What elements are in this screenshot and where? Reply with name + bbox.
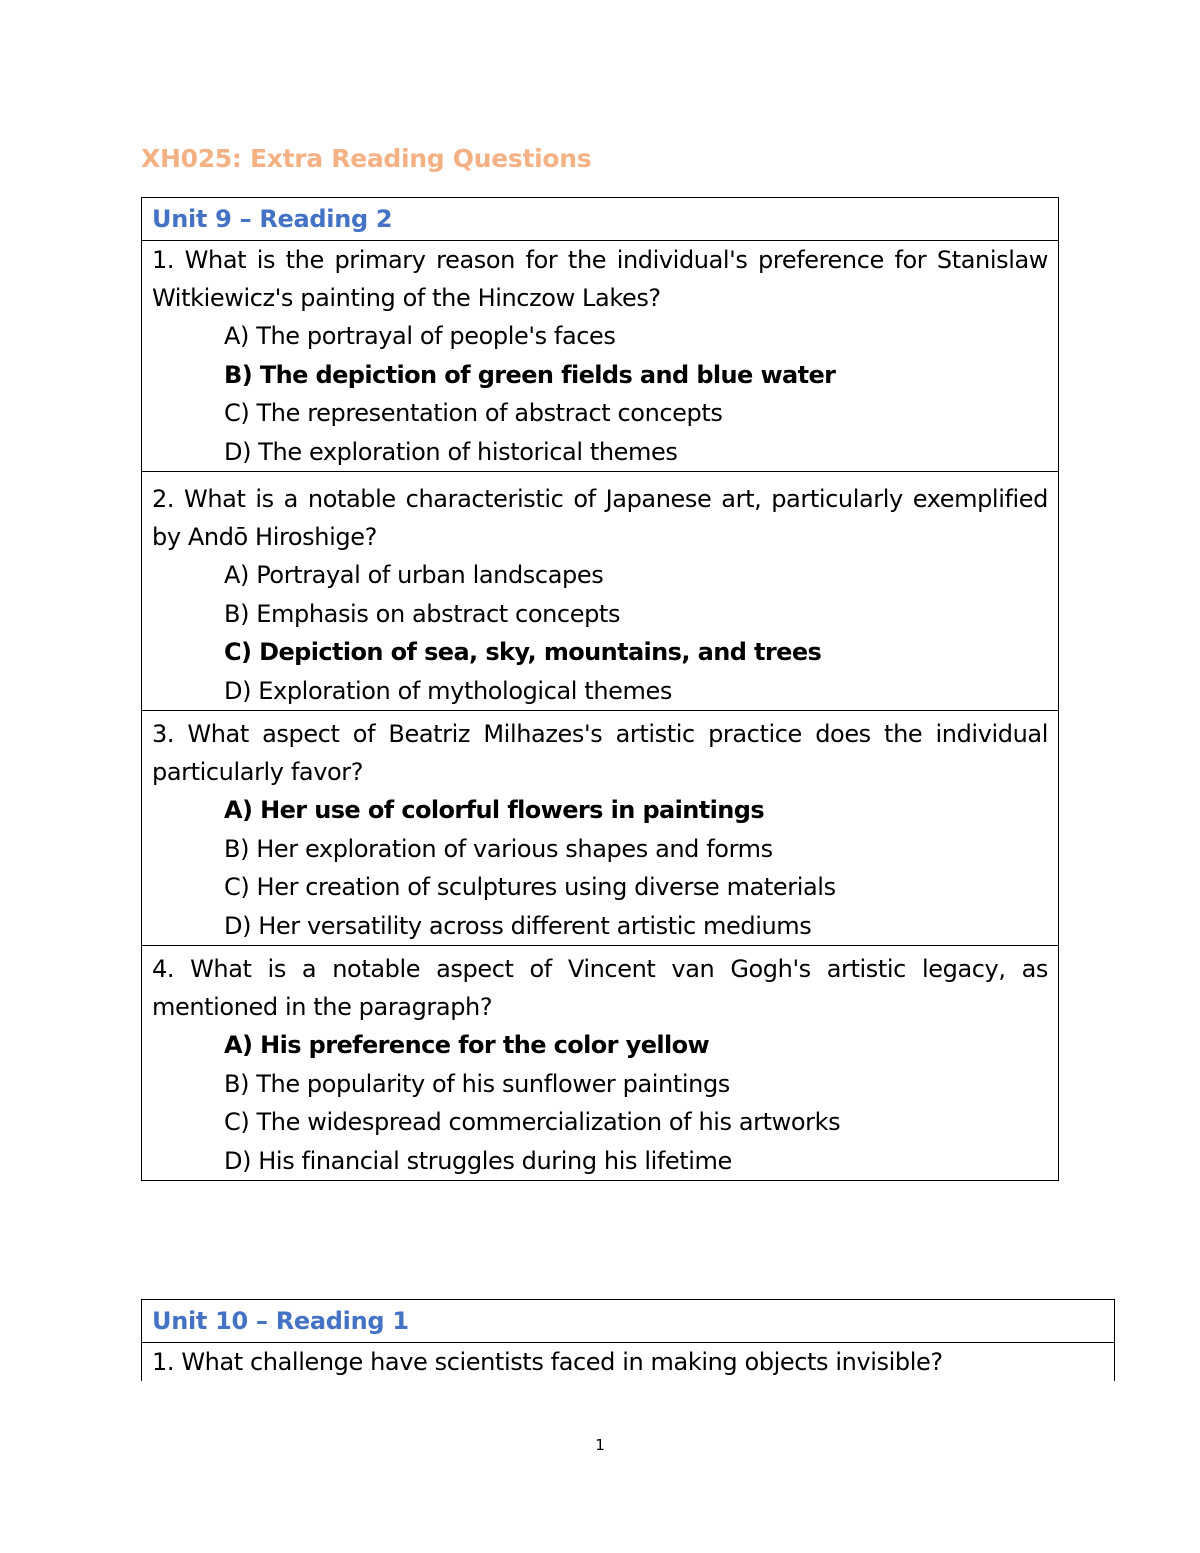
answer-option: C) Her creation of sculptures using diverse materials xyxy=(224,873,836,901)
answer-options xyxy=(152,791,1048,945)
answer-option: A) The portrayal of people's faces xyxy=(224,322,616,350)
answer-option: D) Exploration of mythological themes xyxy=(224,676,672,705)
answer-option: C) The widespread commercialization of his artworks xyxy=(224,1108,841,1136)
answer-options xyxy=(152,317,1048,471)
question-text: 1. What challenge have scientists faced in making objects invisible? xyxy=(152,1348,943,1376)
question-text: 2. What is a notable characteristic of Japanese art, particularly exemplified by Andō Hiroshige? xyxy=(152,485,1048,551)
page-number: 1 xyxy=(595,1436,605,1454)
document-title: XH025: Extra Reading Questions xyxy=(141,144,592,173)
answer-option: C) The representation of abstract concepts xyxy=(224,399,723,427)
answer-option: B) The popularity of his sunflower paintings xyxy=(224,1069,730,1098)
answer-options xyxy=(152,1026,1048,1180)
unit-heading: Unit 9 – Reading 2 xyxy=(142,198,1059,241)
question-cell xyxy=(142,946,1059,1181)
question-text: 3. What aspect of Beatriz Milhazes's artistic practice does the individual particularly favor? xyxy=(152,720,1048,786)
answer-option: B) Her exploration of various shapes and forms xyxy=(224,834,773,863)
answer-options xyxy=(152,556,1048,710)
answer-option-correct: C) Depiction of sea, sky, mountains, and trees xyxy=(224,638,822,666)
answer-option: B) Emphasis on abstract concepts xyxy=(224,599,621,628)
answer-option: D) Her versatility across different artistic mediums xyxy=(224,911,812,940)
answer-option-correct: A) Her use of colorful flowers in paintings xyxy=(224,796,765,824)
question-cell xyxy=(142,1343,1115,1382)
unit-heading: Unit 10 – Reading 1 xyxy=(142,1300,1115,1343)
question-cell xyxy=(142,711,1059,946)
unit-9-table xyxy=(141,197,1059,1181)
question-text: 4. What is a notable aspect of Vincent van Gogh's artistic legacy, as mentioned in the paragraph? xyxy=(152,955,1048,1021)
answer-option: A) Portrayal of urban landscapes xyxy=(224,561,604,589)
question-text: 1. What is the primary reason for the individual's preference for Stanislaw Witkiewicz's painting of the Hinczow Lakes? xyxy=(152,246,1048,312)
answer-option: D) The exploration of historical themes xyxy=(224,437,678,466)
answer-option: D) His financial struggles during his lifetime xyxy=(224,1146,732,1175)
answer-option-correct: B) The depiction of green fields and blue water xyxy=(224,360,836,389)
question-cell xyxy=(142,472,1059,711)
question-cell xyxy=(142,241,1059,472)
answer-option-correct: A) His preference for the color yellow xyxy=(224,1031,710,1059)
unit-10-table xyxy=(141,1299,1115,1381)
